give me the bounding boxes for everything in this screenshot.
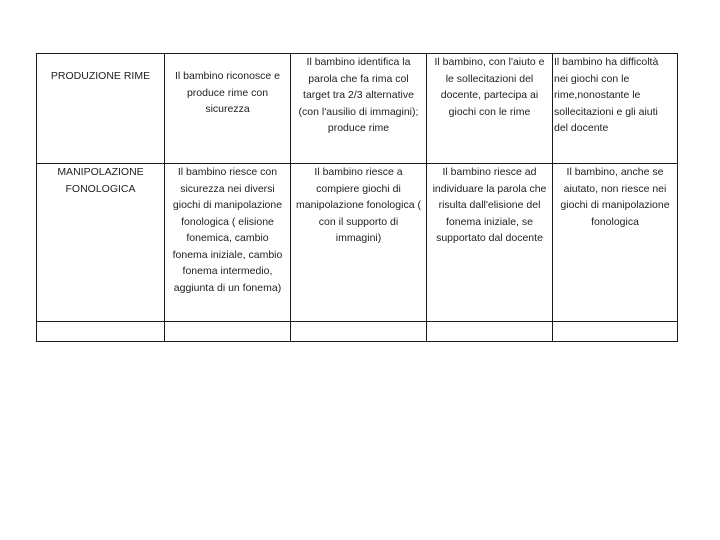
table-cell xyxy=(553,322,678,342)
table-cell xyxy=(291,322,427,342)
table-cell xyxy=(291,54,427,164)
cell-text: Il bambino, con l'aiuto e le sollecitazioni del docente, partecipa ai giochi con le rime xyxy=(434,56,545,118)
table-cell xyxy=(165,164,291,322)
row-label-cell xyxy=(37,54,165,164)
cell-text: Il bambino riesce con sicurezza nei diversi giochi di manipolazione fonologica ( elisione fonemica, cambio fonema iniziale, cambio fonema intermedio, aggiunta di un fonema) xyxy=(172,166,283,294)
cell-text: Il bambino riesce a compiere giochi di manipolazione fonologica ( con il supporto di immagini) xyxy=(296,166,421,244)
cell-text: Il bambino ha difficoltà nei giochi con le rime,nonostante le sollecitazioni e gli aiuti del docente xyxy=(554,56,659,134)
table-cell xyxy=(165,322,291,342)
cell-text: Il bambino identifica la parola che fa rima col target tra 2/3 alternative (con l'ausilio di immagini); produce rime xyxy=(298,56,419,134)
table-cell xyxy=(291,164,427,322)
row-label: MANIPOLAZIONE FONOLOGICA xyxy=(57,166,144,195)
table-cell xyxy=(427,322,553,342)
table-row xyxy=(37,164,678,322)
row-label: PRODUZIONE RIME xyxy=(50,70,151,82)
table-row xyxy=(37,322,678,342)
table-row xyxy=(37,54,678,164)
row-label-cell xyxy=(37,322,165,342)
assessment-table xyxy=(36,53,678,342)
table-cell xyxy=(427,164,553,322)
cell-text: Il bambino riconosce e produce rime con sicurezza xyxy=(174,70,281,115)
table-cell xyxy=(427,54,553,164)
table-cell xyxy=(165,54,291,164)
table-cell xyxy=(553,164,678,322)
table-cell xyxy=(553,54,678,164)
row-label-cell xyxy=(37,164,165,322)
cell-text: Il bambino, anche se aiutato, non riesce nei giochi di manipolazione fonologica xyxy=(560,166,670,228)
cell-text: Il bambino riesce ad individuare la parola che risulta dall'elisione del fonema iniziale, se supportato dal docente xyxy=(432,166,547,244)
